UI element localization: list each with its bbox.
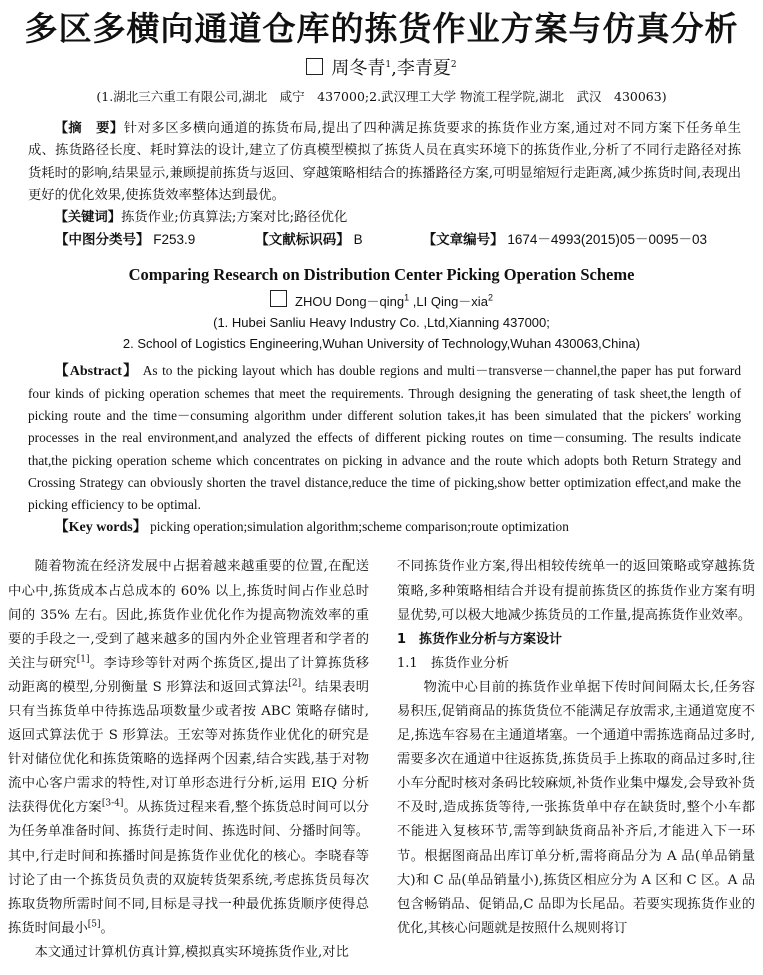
body-paragraph: 本文通过计算机仿真计算,模拟真实环境拣货作业,对比 — [34, 944, 349, 960]
author-separator: , — [409, 293, 417, 309]
body-text: 。结果表明只有当拣货单中待拣选品项数量少或者按 ABC 策略存储时,返回式算法优于 S 形算法。王宏等对拣货作业优化的研究是针对储位优化和拣货策略的选择两个因素,结合实践,基于对物流中心客户需求的特性,对订单形态进行分析,运用 EIQ 分析法获得优化方案 — [8, 679, 369, 816]
abstract-cn — [28, 118, 741, 207]
keywords-cn-text: 拣货作业;仿真算法;方案对比;路径优化 — [121, 210, 348, 226]
section-heading-1-1 — [397, 652, 755, 676]
section-number: 1.1 — [397, 655, 418, 671]
paper-title-cn: 多区多横向通道仓库的拣货作业方案与仿真分析 — [24, 9, 739, 48]
clc-value: F253.9 — [153, 232, 196, 248]
body-text: 。李诗珍等针对两个拣货区,提出了计算拣货移动距离的模型,分别衡量 S 形算法和返回式算法 — [8, 655, 369, 695]
abstract-en-label: 【Abstract】 — [54, 363, 139, 379]
abstract-cn-text: 针对多区多横向通道的拣货布局,提出了四种满足拣货要求的拣货作业方案,通过对不同方案下任务单生成、拣货路径长度、耗时算法的设计,建立了仿真模型模拟了拣货人员在真实环境下的拣货作业,分析了不同行走路径对拣货耗时的影响,结果显示,兼顾提前拣货与返回、穿越策略相结合的拣播路径方案,可明显缩短行走距离,减少拣货时间,表现出更好的优化效果,使拣货效率整体达到最优。 — [28, 121, 741, 203]
clc-label: 【中图分类号】 — [55, 232, 150, 249]
abstract-en — [28, 360, 741, 516]
author-name-en: LI Qing－xia — [416, 293, 488, 309]
citation-ref[interactable]: [2] — [288, 678, 302, 689]
author-name: 李青夏 — [396, 58, 451, 79]
affiliation-mark: 2 — [487, 292, 493, 303]
body-column-right — [397, 555, 755, 965]
author-name: 周冬青 — [331, 58, 386, 79]
body-column-left — [8, 555, 369, 965]
abstract-cn-block — [28, 118, 741, 252]
abstract-en-text: As to the picking layout which has double regions and multi－transverse－channel,the paper has put forward four kinds of picking operation schemes that meet the requirements. Through designing the generating of task sheet,the length of picking route and the time－consuming algorithm under different solution takes,it has been simulated that the pickers' working processes in the real environment,and analyzed the effects of different picking routes on time－consuming. The results indicate that,the picking operation scheme which concentrates on picking in advance and the route which adopts both Return Strategy and Crossing Strategy can obviously shorten the travel distance,reduce the time of picking,show better optimization effect,and make the picking efficiency to be optimal. — [28, 362, 741, 512]
keywords-cn-label: 【关键词】 — [54, 210, 122, 226]
doc-code-group — [255, 229, 362, 251]
article-no-group — [423, 229, 707, 251]
citation-ref[interactable]: [5] — [87, 919, 101, 930]
keywords-cn — [28, 207, 741, 229]
doc-code-value: B — [353, 232, 363, 248]
author-box-icon — [270, 290, 287, 307]
affiliation-en-1: (1. Hubei Sanliu Heavy Industry Co. ,Ltd,Xianning 437000; — [213, 314, 550, 330]
body-paragraph: 物流中心目前的拣货作业单据下传时间间隔太长,任务容易积压,促销商品的拣货货位不能满足存放需求,主通道宽度不足,拣选车容易在主通道堵塞。一个通道中需拣选商品过多时,需要多次在通道中往返拣货,拣货员手上拣取的商品过多时,往小车分配时核对条码比较麻烦,补货作业集中爆发,会导致补货不及时,造成拣货等待,一张拣货单中存在缺货时,整个小车都不能进入复核环节,需等到缺货商品补齐后,才能进入下一环节。根据图商品出库订单分析,需将商品分为 A 品(单品销量大)和 C 品(单品销量小),拣货区相应分为 A 区和 C 区。A 品包含畅销品、促销品,C 品即为长尾品。若要实现拣货作业的优化,其核心问题就是按照什么规则将订 — [397, 679, 755, 936]
body-text: 。 — [100, 920, 114, 936]
authors-cn — [8, 56, 755, 82]
body-text: 随着物流在经济发展中占据着越来越重要的位置,在配送中心中,拣货成本占总成本的 60% 以上,拣货时间占作业总时间的 35% 左右。因此,拣货作业优化作为提高物流效率的重要的手段之一,受到了越来越多的国内外企业管理者和学者的关注与研究 — [8, 559, 369, 671]
body-paragraph: 不同拣货作业方案,得出相较传统单一的返回策略或穿越拣货策略,多种策略相结合并设有提前拣货区的拣货作业方案有明显优势,可以极大地减少拣货员的工作量,提高拣货作业效率。 — [397, 559, 755, 623]
section-heading-1 — [397, 628, 755, 652]
author-separator: , — [391, 58, 397, 79]
keywords-en — [28, 516, 741, 539]
article-no-value: 1674－4993(2015)05－0095－03 — [507, 232, 707, 248]
body-paragraph — [8, 555, 369, 941]
authors-en — [8, 290, 755, 312]
section-title: 拣货作业分析与方案设计 — [419, 631, 563, 647]
keywords-en-text: picking operation;simulation algorithm;scheme comparison;route optimization — [146, 519, 569, 535]
section-number: 1 — [397, 631, 407, 647]
abstract-cn-label: 【摘 要】 — [54, 121, 124, 136]
affiliation-cn: (1.湖北三六重工有限公司,湖北 咸宁 437000;2.武汉理工大学 物流工程学院,湖北 武汉 430063) — [96, 89, 667, 104]
body-text: 。从拣货过程来看,整个拣货总时间可以分为任务单准备时间、拣货行走时间、拣选时间、分播时间等。其中,行走时间和拣播时间是拣货作业优化的核心。李晓春等讨论了由一个拣货员负责的双旋转货架系统,考虑拣货员每次拣取货物所需时间不同,目标是寻找一种最优拣货顺序使得总拣货时间最小 — [8, 800, 369, 936]
affiliation-mark: 2 — [450, 60, 457, 70]
citation-ref[interactable]: [1] — [76, 654, 90, 665]
citation-ref[interactable]: [3-4] — [101, 798, 124, 809]
section-title: 拣货作业分析 — [431, 655, 510, 671]
author-box-icon — [306, 58, 323, 75]
body-columns — [8, 555, 755, 965]
affiliation-mark: 1 — [385, 60, 392, 70]
doc-code-label: 【文献标识码】 — [255, 232, 350, 249]
abstract-en-block — [28, 360, 741, 540]
affiliation-en-2: 2. School of Logistics Engineering,Wuhan University of Technology,Wuhan 430063,China) — [122, 335, 641, 351]
classification-line — [28, 229, 741, 251]
paper-title-en: Comparing Research on Distribution Center Picking Operation Scheme — [128, 264, 635, 284]
keywords-en-label: 【Key words】 — [54, 520, 147, 536]
clc-group — [55, 229, 195, 251]
affiliation-mark: 1 — [404, 292, 410, 303]
author-name-en: ZHOU Dong－qing — [295, 293, 405, 309]
article-no-label: 【文章编号】 — [422, 232, 504, 249]
